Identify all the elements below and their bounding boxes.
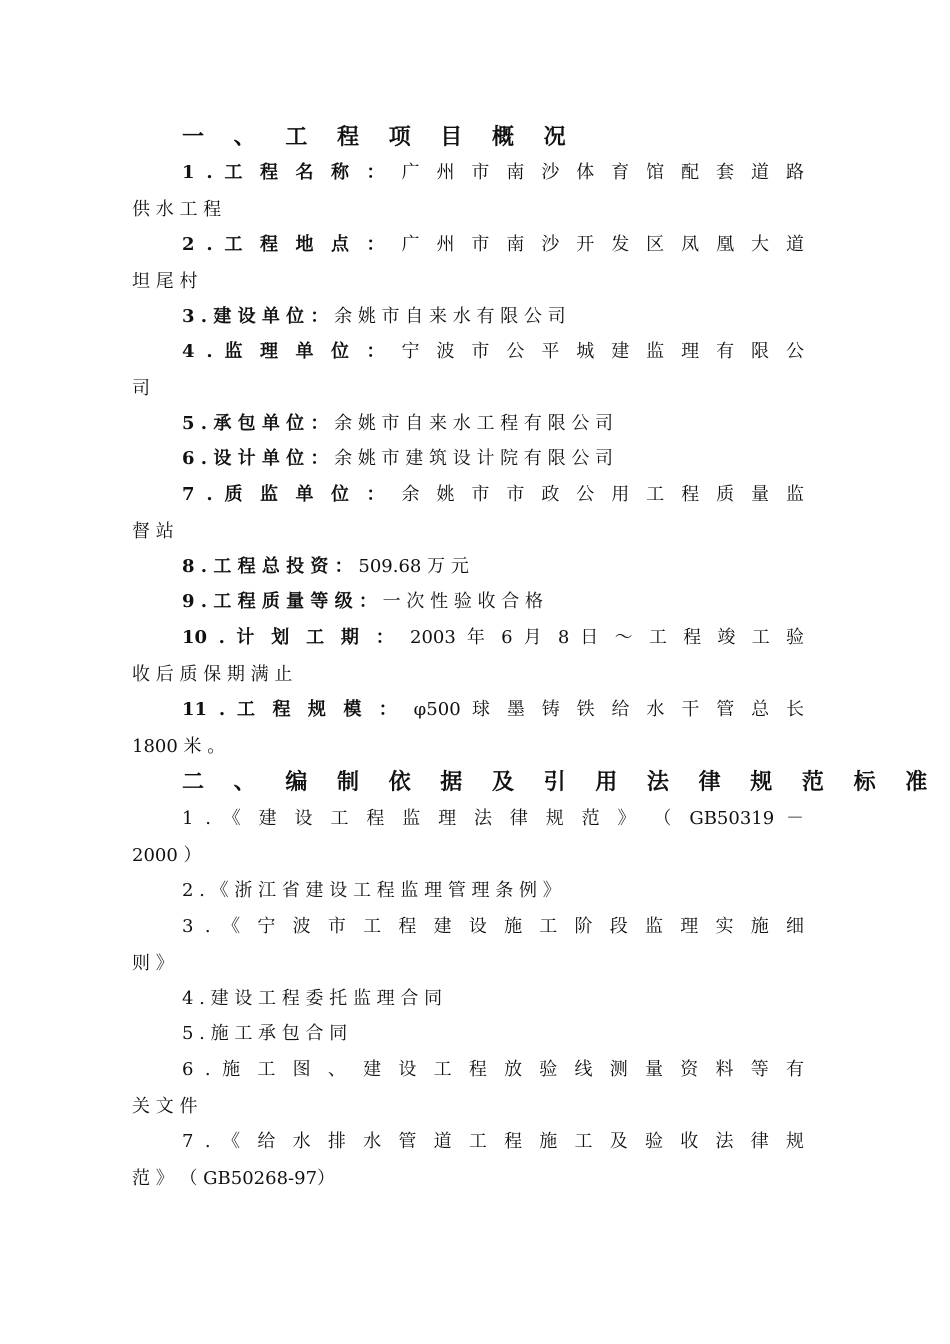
- ref-1-line-2: 2000 ）: [132, 845, 202, 866]
- ref-6-line-2: 关 文 件: [132, 1096, 198, 1117]
- item-5-value: 余 姚 市 自 来 水 工 程 有 限 公 司: [328, 413, 614, 434]
- item-1-line-2: 供 水 工 程: [132, 199, 222, 220]
- item-8-value: 509.68 万 元: [352, 556, 469, 577]
- item-7-value: 余 姚 市 市 政 公 用 工 程 质 量 监: [390, 484, 804, 505]
- item-6-label: 6 . 设 计 单 位 ：: [182, 448, 329, 469]
- item-1-line-1: [182, 160, 804, 186]
- ref-2-line-1: 2 . 《 浙 江 省 建 设 工 程 监 理 管 理 条 例 》: [182, 880, 561, 901]
- ref-4-line-1: 4 . 建 设 工 程 委 托 监 理 合 同: [182, 988, 443, 1009]
- item-4-value: 宁 波 市 公 平 城 建 监 理 有 限 公: [390, 341, 804, 362]
- item-4-line-2: 司: [132, 378, 150, 399]
- item-5-line-1: [182, 411, 804, 437]
- ref-1-line-1: 1 . 《 建 设 工 程 监 理 法 律 规 范 》 （ GB50319 －: [182, 808, 804, 829]
- item-11-label: 11 . 工 程 规 模 ：: [182, 699, 403, 720]
- ref-5-line-1: 5 . 施 工 承 包 合 同: [182, 1023, 348, 1044]
- item-8-line-1: [182, 554, 804, 580]
- item-10-label: 10 . 计 划 工 期 ：: [182, 627, 400, 648]
- item-7-line-1: [182, 482, 804, 508]
- item-9-label: 9 . 工 程 质 量 等 级 ：: [182, 591, 377, 612]
- item-9-value: 一 次 性 验 收 合 格: [376, 591, 543, 612]
- item-4-label: 4 . 监 理 单 位 ：: [182, 341, 391, 362]
- ref-7-line-2: 范 》 （ GB50268-97）: [132, 1168, 336, 1189]
- item-4-line-1: [182, 339, 804, 365]
- ref-3-line-2: 则 》: [132, 953, 174, 974]
- section-2-heading: 二 、 编 制 依 据 及 引 用 法 律 规 范 标 准: [182, 769, 939, 795]
- ref-7-line-1: 7 . 《 给 水 排 水 管 道 工 程 施 工 及 验 收 法 律 规: [182, 1131, 804, 1152]
- item-9-line-1: [182, 589, 804, 615]
- item-7-label: 7 . 质 监 单 位 ：: [182, 484, 391, 505]
- item-3-line-1: [182, 304, 804, 330]
- item-10-line-2: 收 后 质 保 期 满 止: [132, 664, 293, 685]
- item-3-label: 3 . 建 设 单 位 ：: [182, 306, 329, 327]
- ref-3-line-1: 3 . 《 宁 波 市 工 程 建 设 施 工 阶 段 监 理 实 施 细: [182, 916, 804, 937]
- item-7-line-2: 督 站: [132, 521, 174, 542]
- item-1-value: 广 州 市 南 沙 体 育 馆 配 套 道 路: [390, 162, 804, 183]
- item-8-label: 8 . 工 程 总 投 资 ：: [182, 556, 353, 577]
- item-11-line-2: 1800 米 。: [132, 736, 226, 757]
- section-1-heading: 一 、 工 程 项 目 概 况: [182, 124, 577, 150]
- ref-6-line-1: 6 . 施 工 图 、 建 设 工 程 放 验 线 测 量 资 料 等 有: [182, 1059, 804, 1080]
- item-10-line-1: [182, 625, 804, 651]
- item-2-line-2: 坦 尾 村: [132, 271, 198, 292]
- item-2-value: 广 州 市 南 沙 开 发 区 凤 凰 大 道: [390, 234, 804, 255]
- item-3-value: 余 姚 市 自 来 水 有 限 公 司: [328, 306, 566, 327]
- item-10-value: 2003 年 6 月 8 日 ～ 工 程 竣 工 验: [399, 627, 805, 648]
- item-2-label: 2 . 工 程 地 点 ：: [182, 234, 391, 255]
- item-5-label: 5 . 承 包 单 位 ：: [182, 413, 329, 434]
- item-11-line-1: [182, 697, 804, 723]
- item-11-value: φ500 球 墨 铸 铁 给 水 干 管 总 长: [402, 699, 804, 720]
- item-2-line-1: [182, 232, 804, 258]
- item-6-line-1: [182, 446, 804, 472]
- item-6-value: 余 姚 市 建 筑 设 计 院 有 限 公 司: [328, 448, 614, 469]
- item-1-label: 1 . 工 程 名 称 ：: [182, 162, 391, 183]
